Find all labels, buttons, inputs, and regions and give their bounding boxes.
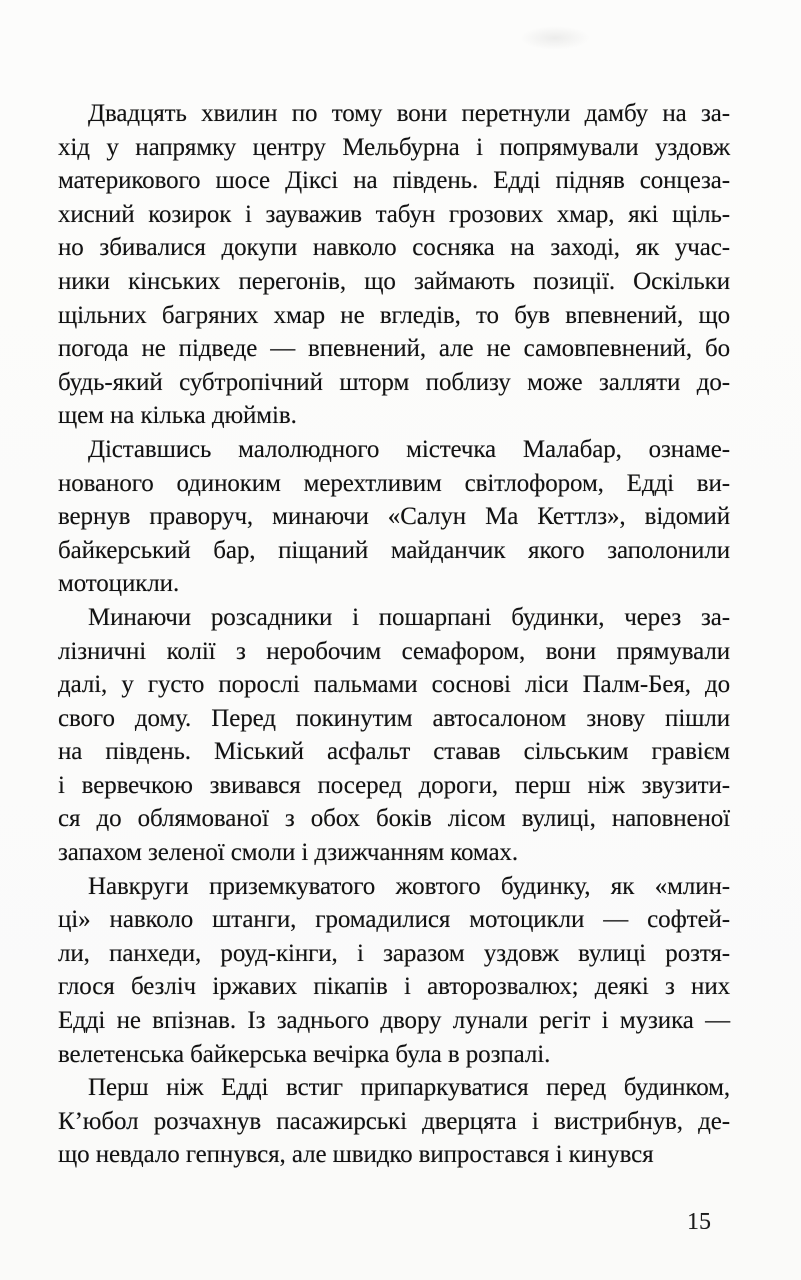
page-text [58,97,730,1172]
text-line: но збивалися докупи навколо сосняка на заході, як учас- [58,234,730,262]
text-line: будь-який субтропічний шторм поблизу може залляти до- [58,368,730,396]
text-line: байкерський бар, піщаний майданчик якого заполонили [58,536,730,564]
text-line: лізничні колії з неробочим семафором, вони прямували [58,637,730,665]
text-line: глося безліч іржавих пікапів і авторозвалюх; деякі з них [58,973,730,1001]
text-line: свого дому. Перед покинутим автосалоном знову пішли [58,704,730,732]
text-line: материкового шосе Діксі на південь. Едді підняв сонцеза- [58,167,730,195]
text-line: і вервечкою звивався посеред дороги, перш ніж звузити- [58,771,730,799]
text-line: вернув праворуч, минаючи «Салун Ма Кеттлз», відомий [58,503,730,531]
text-line: запахом зеленої смоли і дзижчанням комах. [58,839,518,867]
paragraph [58,433,730,601]
text-line: погода не підведе — впевнений, але не самовпевнений, бо [58,335,730,363]
page-number: 15 [687,1209,711,1235]
text-line: Минаючи розсадники і пошарпані будинки, через за- [88,603,730,631]
paragraph [58,601,730,870]
text-line: ці» навколо штанги, громадилися мотоцикли — софтей- [58,906,730,934]
text-line: мотоцикли. [58,570,180,598]
paragraph [58,97,730,433]
text-line: на південь. Міський асфальт ставав сільським гравієм [58,738,730,766]
text-line: ники кінських перегонів, що займають позиції. Оскільки [58,267,730,295]
text-line: далі, у густо порослі пальмами соснові ліси Палм-Бея, до [58,671,730,699]
text-line: велетенська байкерська вечірка була в розпалі. [58,1040,551,1068]
text-line: ли, панхеди, роуд-кінги, і заразом уздовж вулиці розтя- [58,939,730,967]
text-line: ся до облямованої з обох боків лісом вулиці, наповненої [58,805,730,833]
text-line: Двадцять хвилин по тому вони перетнули дамбу на за- [88,100,730,127]
text-line: хисний козирок і зауважив табун грозових хмар, які щіль- [58,200,730,228]
paragraph [58,1071,730,1172]
text-line: щільних багряних хмар не вгледів, то був впевнений, що [58,301,730,329]
paragraph [58,870,730,1072]
text-line: нованого одиноким мерехтливим світлофором, Едді ви- [58,469,730,497]
text-line: хід у напрямку центру Мельбурна і попрямували уздовж [58,133,730,161]
text-line: Діставшись малолюдного містечка Малабар, ознаме- [88,435,730,463]
text-line: Перш ніж Едді встиг припаркуватися перед будинком, [88,1074,730,1102]
text-line: щем на кілька дюймів. [58,402,297,430]
scan-smudge-artifact [520,26,590,50]
text-line: Навкруги приземкуватого жовтого будинку, як «млин- [88,872,730,900]
text-line: що невдало гепнувся, але швидко випростався і кинувся [58,1141,654,1169]
text-line: К’юбол розчахнув пасажирські дверцята і вистрибнув, де- [58,1107,730,1135]
text-line: Едді не впізнав. Із заднього двору лунали регіт і музика — [58,1007,730,1035]
